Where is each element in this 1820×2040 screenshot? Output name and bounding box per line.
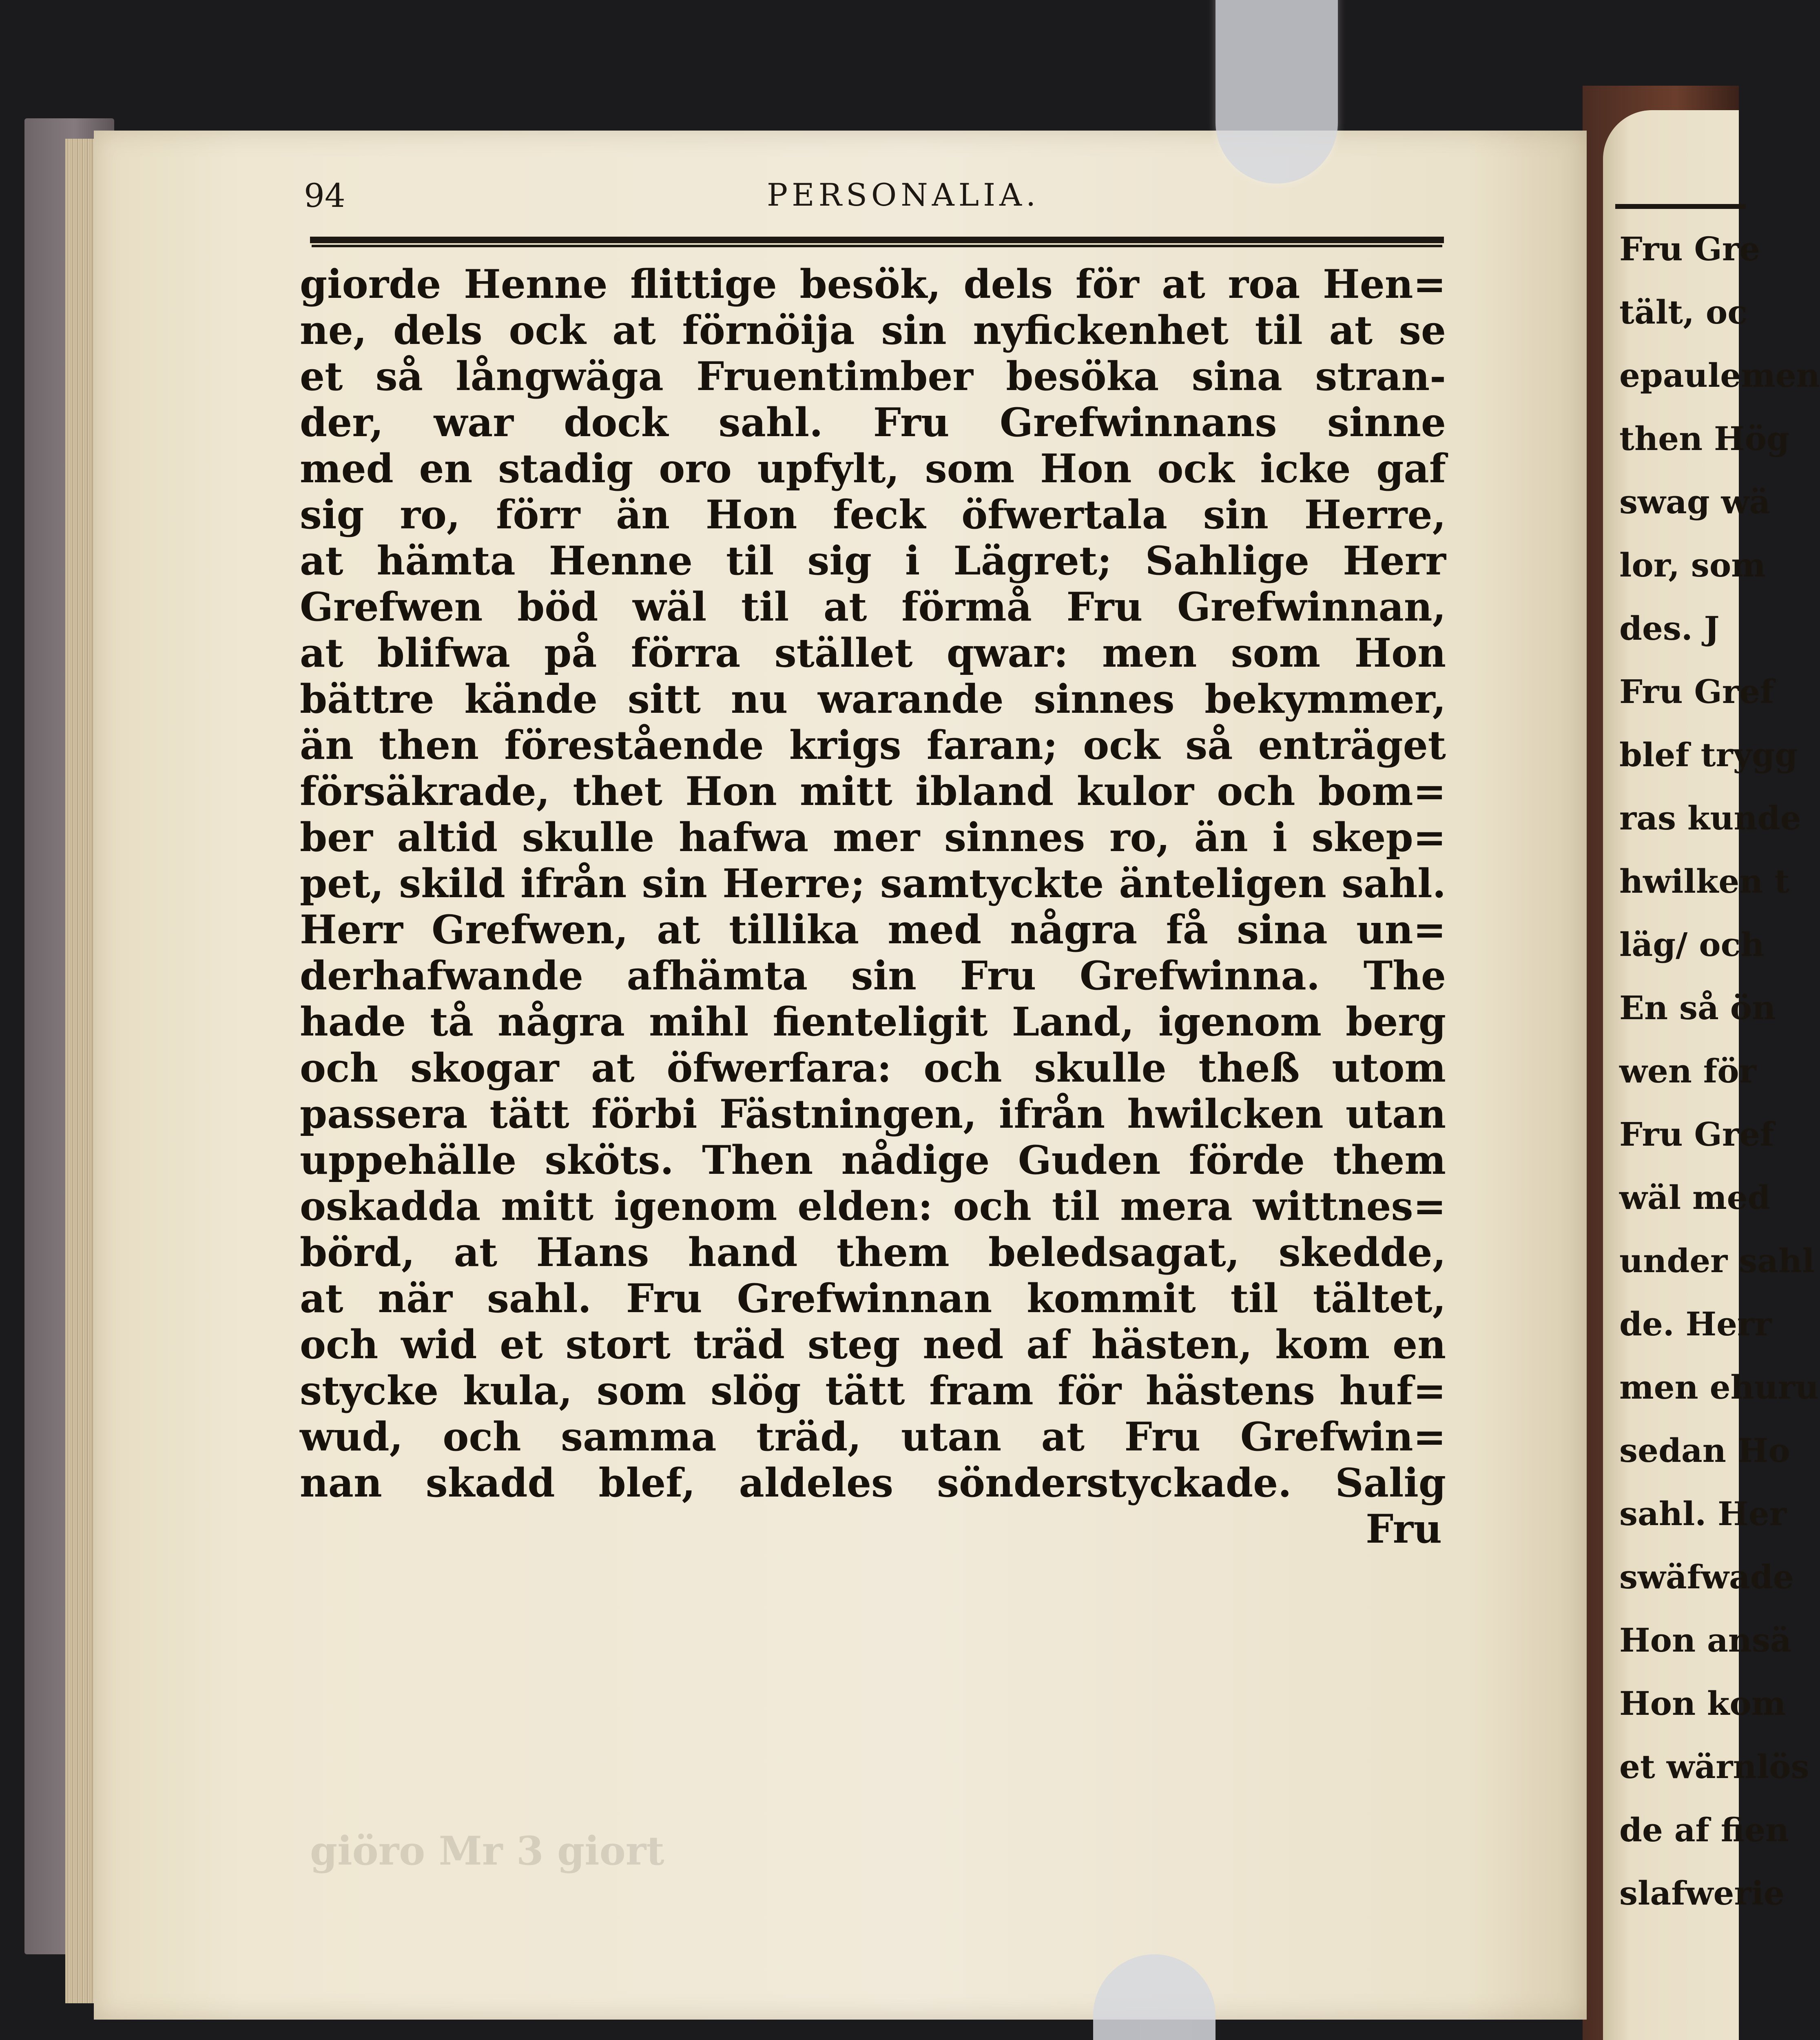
facing-text-line: lor, som (1619, 546, 1766, 584)
facing-text-line: tält, oc (1619, 293, 1747, 331)
text-line: hade tå några mihl fienteligit Land, igenom berg (300, 999, 1446, 1045)
facing-text-line: Hon kom (1619, 1684, 1786, 1723)
text-line: försäkrade, thet Hon mitt ibland kulor och bom= (300, 768, 1446, 814)
text-line: Grefwen böd wäl til at förmå Fru Grefwinnan, (300, 584, 1446, 630)
facing-text-line: blef trygg (1619, 736, 1798, 774)
facing-text-line: sahl. Her (1619, 1495, 1787, 1533)
text-line: der, war dock sahl. Fru Grefwinnans sinne (300, 399, 1446, 446)
text-line: och skogar at öfwerfara: och skulle theß utom (300, 1045, 1446, 1091)
facing-text-line: et wärnlös (1619, 1747, 1809, 1786)
facing-text-line: swäfwade (1619, 1558, 1794, 1596)
text-line: at när sahl. Fru Grefwinnan kommit til tältet, (300, 1275, 1446, 1322)
facing-text-line: wäl med (1619, 1178, 1771, 1217)
catchword: Fru (1366, 1506, 1442, 1552)
text-line: med en stadig oro upfylt, som Hon ock icke gaf (300, 446, 1446, 492)
text-line: sig ro, förr än Hon feck öfwertala sin Herre, (300, 492, 1446, 538)
facing-text-line: epaulemen (1619, 356, 1820, 395)
facing-text-line: de af fien (1619, 1811, 1789, 1849)
header-rule (310, 237, 1444, 245)
text-line: et så långwäga Fruentimber besöka sina stran- (300, 353, 1446, 399)
facing-text-line: läg/ och (1619, 925, 1765, 964)
facing-header-rule (1615, 204, 1746, 209)
text-line: börd, at Hans hand them beledsagat, skedde, (300, 1229, 1446, 1275)
facing-text-line: men ehuru (1619, 1368, 1819, 1406)
facing-text-line: wen för (1619, 1052, 1756, 1090)
text-line: pet, skild ifrån sin Herre; samtyckte änteligen sahl. (300, 860, 1446, 907)
text-line: och wid et stort träd steg ned af hästen, kom en (300, 1322, 1446, 1368)
text-line: derhafwande afhämta sin Fru Grefwinna. The (300, 953, 1446, 999)
text-line: oskadda mitt igenom elden: och til mera wittnes= (300, 1183, 1446, 1229)
facing-text-line: En så ön (1619, 989, 1776, 1027)
facing-text-line: de. Herr (1619, 1305, 1772, 1343)
text-line: at blifwa på förra stället qwar: men som Hon (300, 630, 1446, 676)
text-line: ber altid skulle hafwa mer sinnes ro, än i skep= (300, 814, 1446, 860)
running-head: PERSONALIA. (767, 177, 1040, 213)
facing-text-line: swag wä (1619, 483, 1771, 521)
facing-text-line: Fru Gref (1619, 672, 1774, 711)
text-line: Herr Grefwen, at tillika med några få sina un= (300, 907, 1446, 953)
facing-text-line: then Hög (1619, 419, 1789, 458)
facing-text-line: slafwerie (1619, 1874, 1785, 1912)
text-line: passera tätt förbi Fästningen, ifrån hwilcken utan (300, 1091, 1446, 1137)
facing-text-line: Hon ansä (1619, 1621, 1791, 1659)
facing-text-line: Fru Gre (1619, 230, 1760, 268)
text-line: bättre kände sitt nu warande sinnes bekymmer, (300, 676, 1446, 722)
page-clip-top (1216, 0, 1338, 184)
text-line: wud, och samma träd, utan at Fru Grefwin= (300, 1414, 1446, 1460)
text-line: stycke kula, som slög tätt fram för hästens huf= (300, 1368, 1446, 1414)
text-line: nan skadd blef, aldeles sönderstyckade. Salig (300, 1460, 1446, 1506)
facing-page (1603, 110, 1820, 2040)
text-line: at hämta Henne til sig i Lägret; Sahlige Herr (300, 538, 1446, 584)
facing-text-line: des. J (1619, 609, 1720, 647)
body-text (300, 261, 1446, 1552)
text-line: uppehälle sköts. Then nådige Guden förde them (300, 1137, 1446, 1183)
facing-text-line: hwilken t (1619, 862, 1790, 900)
text-line: än then förestående krigs faran; ock så enträget (300, 722, 1446, 768)
text-line: ne, dels ock at förnöija sin nyfickenhet til at se (300, 307, 1446, 353)
facing-text-line: under sahl (1619, 1242, 1815, 1280)
facing-text-line: sedan Ho (1619, 1431, 1790, 1470)
page-number: 94 (304, 177, 345, 215)
facing-text-line: ras kunde (1619, 799, 1801, 837)
text-line: giorde Henne flittige besök, dels för at roa Hen= (300, 261, 1446, 307)
show-through-text: giöro Mr 3 giort (310, 1828, 664, 1874)
facing-text-line: Fru Gref (1619, 1115, 1774, 1153)
